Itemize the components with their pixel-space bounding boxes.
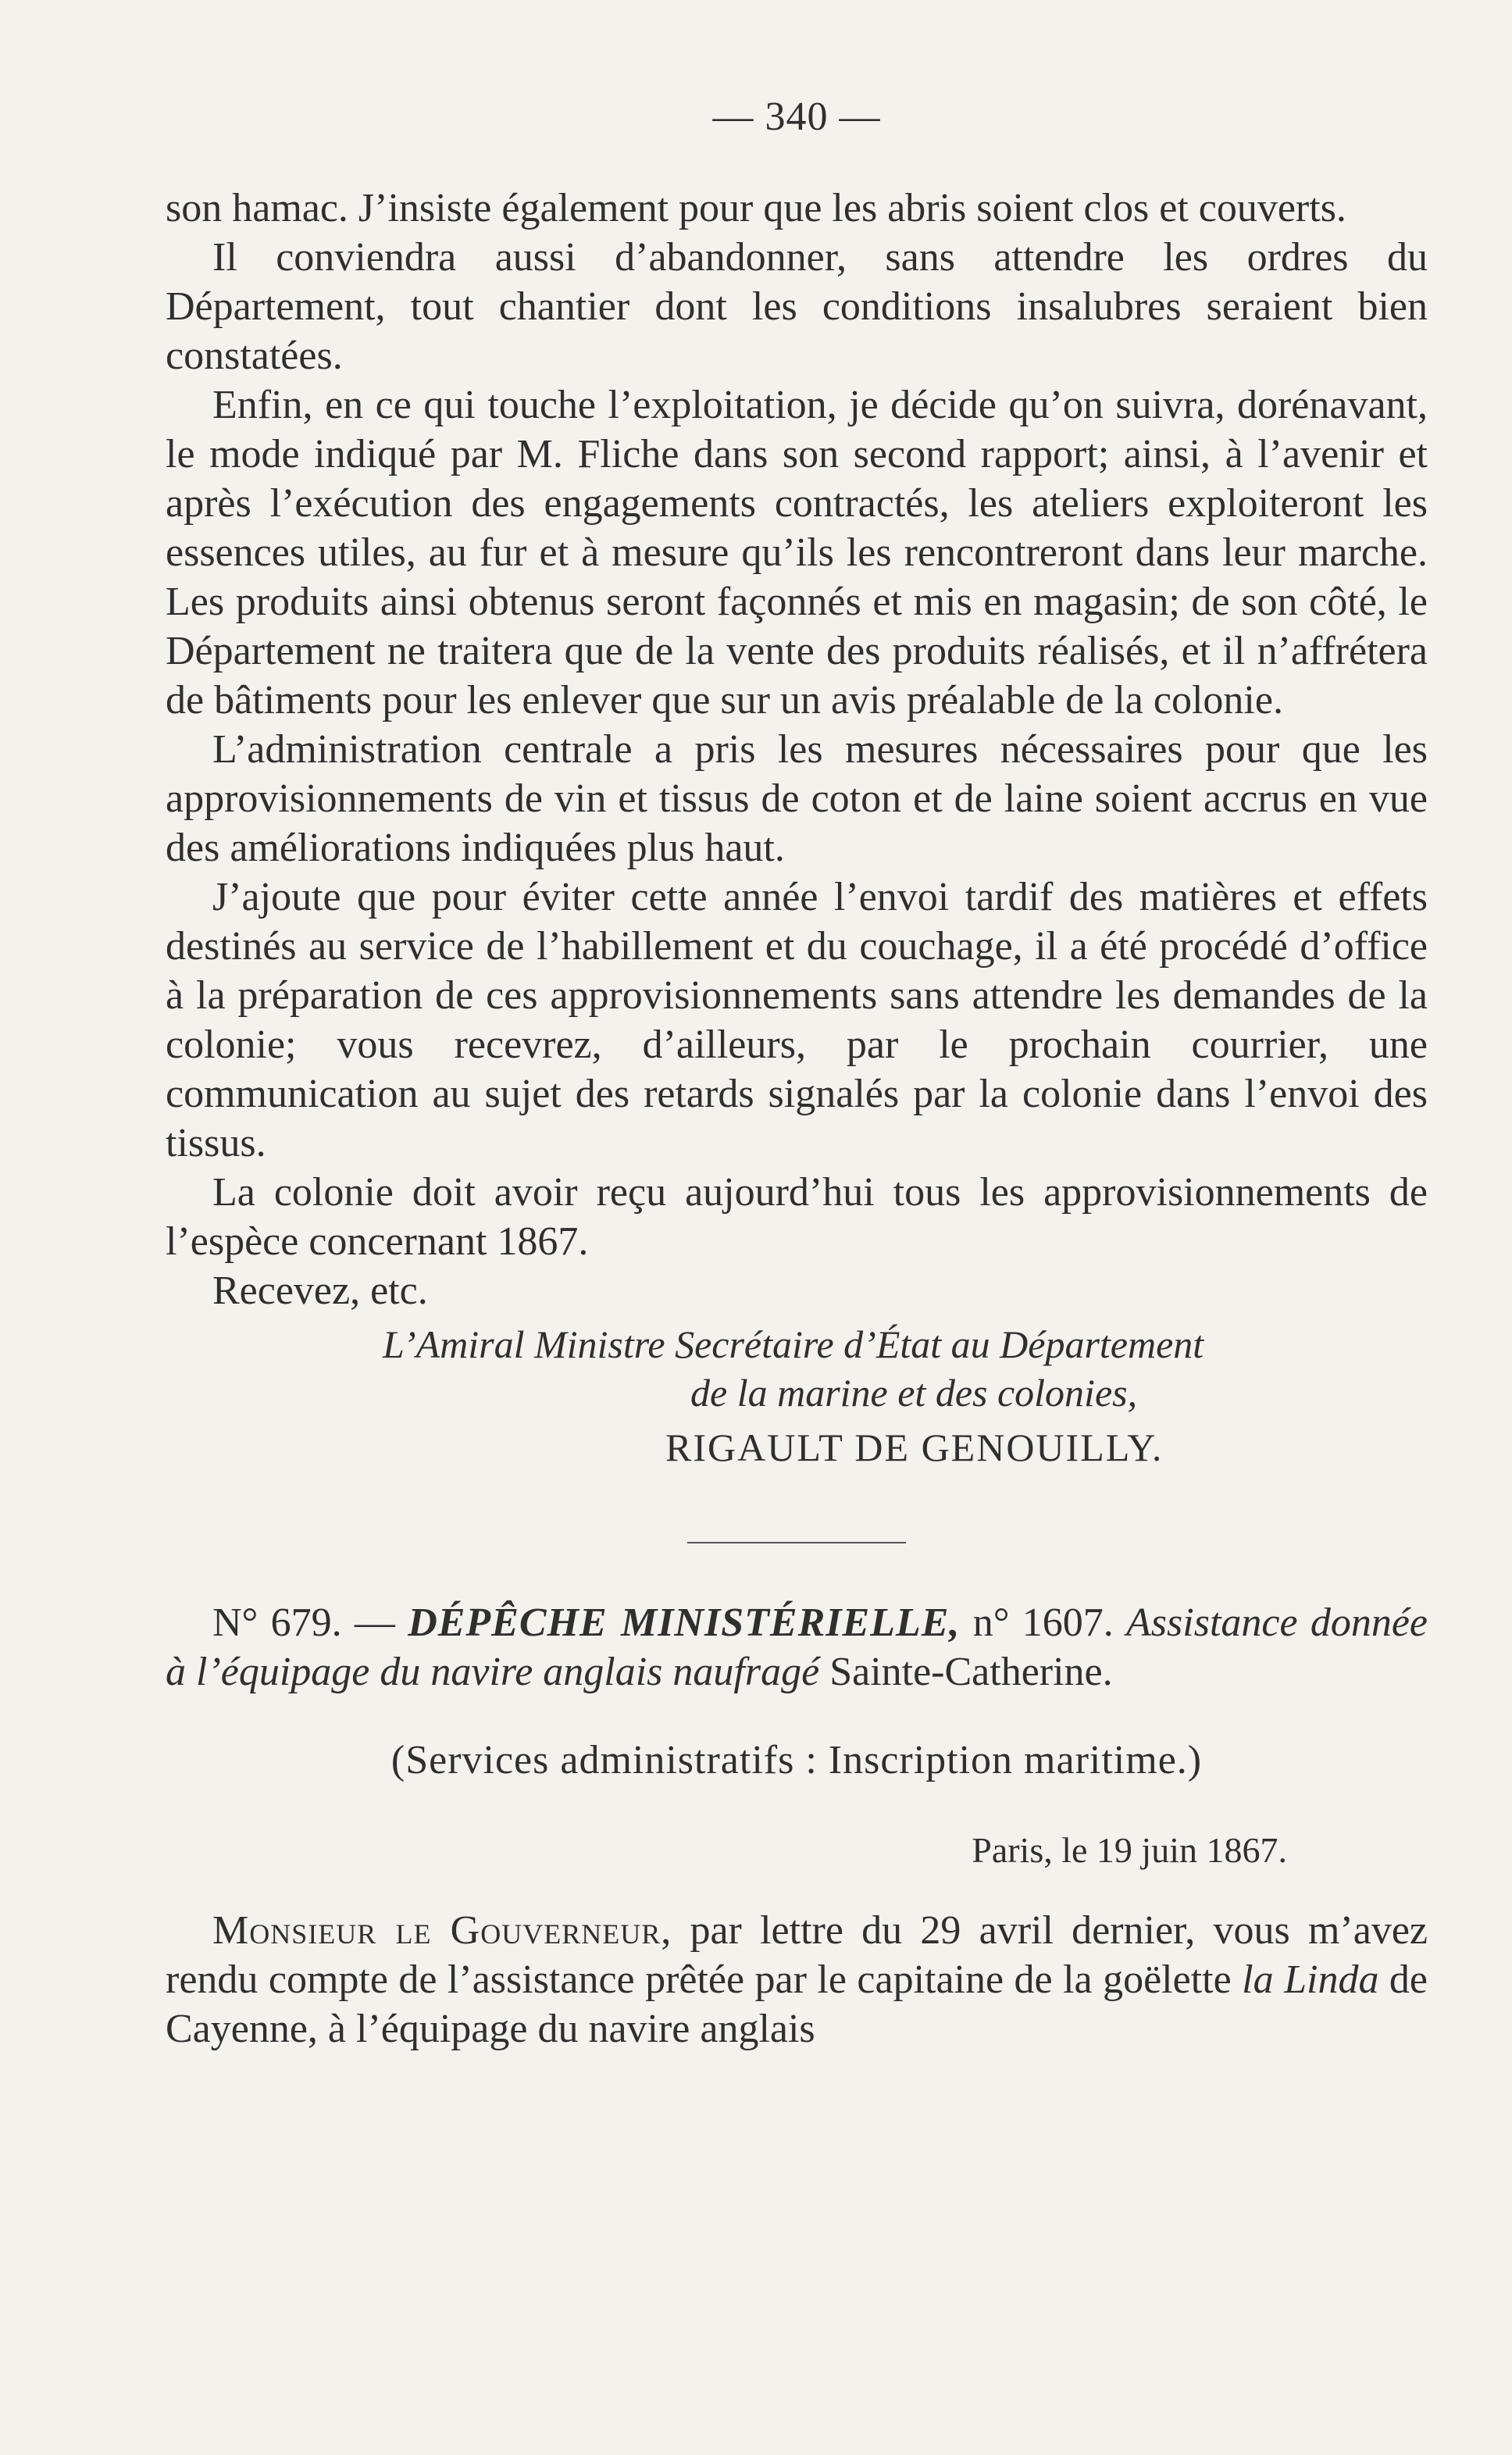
letter-text-2: de Cayenne, à l’équipage du navire anglais (166, 1957, 1428, 2051)
dispatch-number: N° 679. — (212, 1600, 395, 1645)
dispatch-heading (166, 1598, 1428, 1697)
signature-title: L’Amiral Ministre Secrétaire d’État au Département (383, 1322, 1204, 1366)
paragraph-5: J’ajoute que pour éviter cette année l’envoi tardif des matières et effets destinés au service de l’habillement et du couchage, il a été procédé d’office à la préparation de ces approvisionnements sans attendre les demandes de la colonie; vous recevrez, d’ailleurs, par le prochain courrier, une communication au sujet des retards signalés par la colonie dans l’envoi des tissus. (166, 875, 1428, 1165)
service-line: (Services administratifs : Inscription maritime.) (390, 1738, 1203, 1782)
document-page (166, 94, 1428, 2054)
closing-line: Recevez, etc. (212, 1269, 428, 1313)
signature-name: RIGAULT DE GENOUILLY. (665, 1426, 1164, 1469)
letter-text-1: par lettre du 29 avril dernier, vous m’avez rendu compte de l’assistance prêtée par le capitaine de la goëlette (166, 1908, 1428, 2002)
page-number: — 340 — (712, 95, 881, 139)
dispatch-date: Paris, le 19 juin 1867. (972, 1830, 1287, 1870)
paragraph-6: La colonie doit avoir reçu aujourd’hui tous les approvisionnements de l’espèce concernant 1867. (166, 1170, 1428, 1264)
dispatch-reference: n° 1607. (972, 1600, 1114, 1645)
paragraph-2: Il conviendra aussi d’abandonner, sans attendre les ordres du Département, tout chantier dont les conditions insalubres seraient bien constatées. (166, 235, 1428, 378)
dispatch-subject: Assistance donnée à l’équipage du navire anglais naufragé (166, 1600, 1428, 1694)
dispatch-ship: Sainte-Catherine. (829, 1650, 1113, 1694)
paragraph-3: Enfin, en ce qui touche l’exploitation, je décide qu’on suivra, dorénavant, le mode indiqué par M. Fliche dans son second rapport; ainsi, à l’avenir et après l’exécution des engagements contractés, les ateliers exploiteront les essences utiles, au fur et à mesure qu’ils les rencontreront dans leur marche. Les produits ainsi obtenus seront façonnés et mis en magasin; de son côté, le Département ne traitera que de la vente des produits réalisés, et il n’affrétera de bâtiments pour les enlever que sur un avis préalable de la colonie. (166, 383, 1428, 723)
paragraph-4: L’administration centrale a pris les mesures nécessaires pour que les approvisionnements de vin et tissus de coton et de laine soient accrus en vue des améliorations indiquées plus haut. (166, 727, 1428, 870)
ship-name: la Linda (1242, 1957, 1379, 2002)
dispatch-title: DÉPÊCHE MINISTÉRIELLE, (408, 1600, 961, 1645)
letter-opening (166, 1906, 1428, 2054)
salutation: Monsieur le Gouverneur, (212, 1908, 672, 1953)
signature-department: de la marine et des colonies, (690, 1371, 1138, 1415)
section-divider (687, 1542, 906, 1543)
paragraph-1: son hamac. J’insiste également pour que les abris soient clos et couverts. (166, 186, 1346, 230)
